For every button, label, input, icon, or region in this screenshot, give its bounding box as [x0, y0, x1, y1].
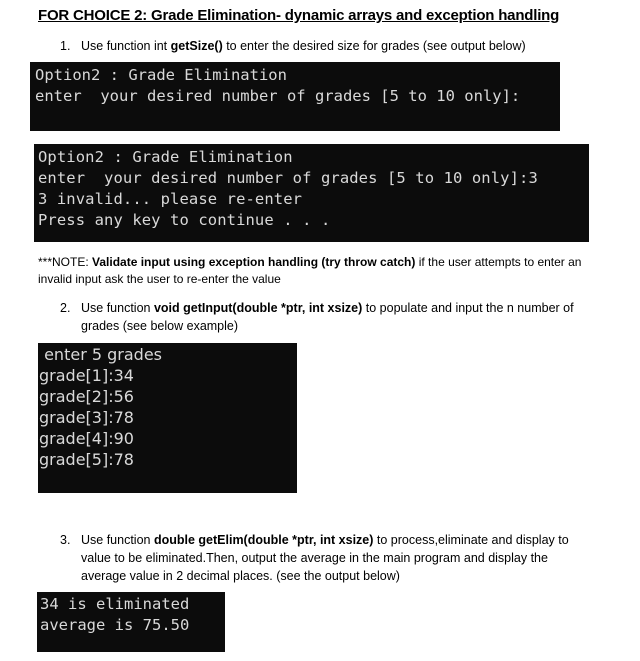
console-line: enter 5 grades	[39, 345, 162, 364]
console-line: Option2 : Grade Elimination	[38, 148, 293, 166]
function-name: void getInput(double *ptr, int xsize)	[153, 301, 363, 315]
step-text-prefix: Use function	[81, 533, 154, 547]
step-text	[81, 299, 590, 335]
console-line: grade[3]:78	[39, 408, 134, 427]
console-line: Press any key to continue . . .	[38, 211, 331, 229]
console-output-size-prompt	[30, 62, 560, 131]
step-text-suffix: to populate and input the n number of grades (see below example)	[81, 301, 574, 333]
console-line: 34 is eliminated	[40, 595, 190, 613]
step-3	[60, 531, 590, 585]
step-text-prefix: Use function	[81, 301, 154, 315]
section-heading: FOR CHOICE 2: Grade Elimination- dynamic arrays and exception handling	[38, 7, 560, 24]
console-line: Option2 : Grade Elimination	[35, 66, 287, 84]
console-output-grade-input	[38, 343, 297, 493]
step-text-prefix: Use function int	[81, 39, 171, 53]
console-line: enter your desired number of grades [5 to 10 only]:	[35, 87, 521, 105]
step-number: 2.	[60, 301, 71, 315]
step-text-suffix: to enter the desired size for grades (see output below)	[222, 39, 526, 53]
step-number: 3.	[60, 533, 71, 547]
validation-note	[38, 254, 598, 288]
step-text	[81, 531, 590, 585]
console-line: 3 invalid... please re-enter	[38, 190, 303, 208]
console-output-invalid-size	[34, 144, 589, 242]
console-line: grade[5]:78	[39, 450, 134, 469]
console-line: average is 75.50	[40, 616, 190, 634]
step-2	[60, 299, 590, 335]
step-text	[81, 37, 590, 55]
console-output-elimination	[37, 592, 225, 652]
console-line: grade[1]:34	[39, 366, 134, 385]
console-line: grade[4]:90	[39, 429, 134, 448]
step-1	[60, 37, 590, 55]
console-line: grade[2]:56	[39, 387, 134, 406]
function-name: double getElim(double *ptr, int xsize)	[153, 533, 374, 547]
step-text-suffix: to process,eliminate and display to value to be eliminated.Then, output the average in the main program and display the average value in 2 decimal places. (see the output below)	[81, 533, 569, 583]
console-line: enter your desired number of grades [5 to 10 only]:3	[38, 169, 538, 187]
note-prefix: ***NOTE:	[38, 255, 93, 269]
step-number: 1.	[60, 39, 71, 53]
function-name: getSize()	[170, 39, 223, 53]
note-emphasis: Validate input using exception handling (try throw catch)	[92, 255, 416, 269]
note-suffix: if the user attempts to enter an invalid input ask the user to re-enter the value	[38, 255, 582, 286]
